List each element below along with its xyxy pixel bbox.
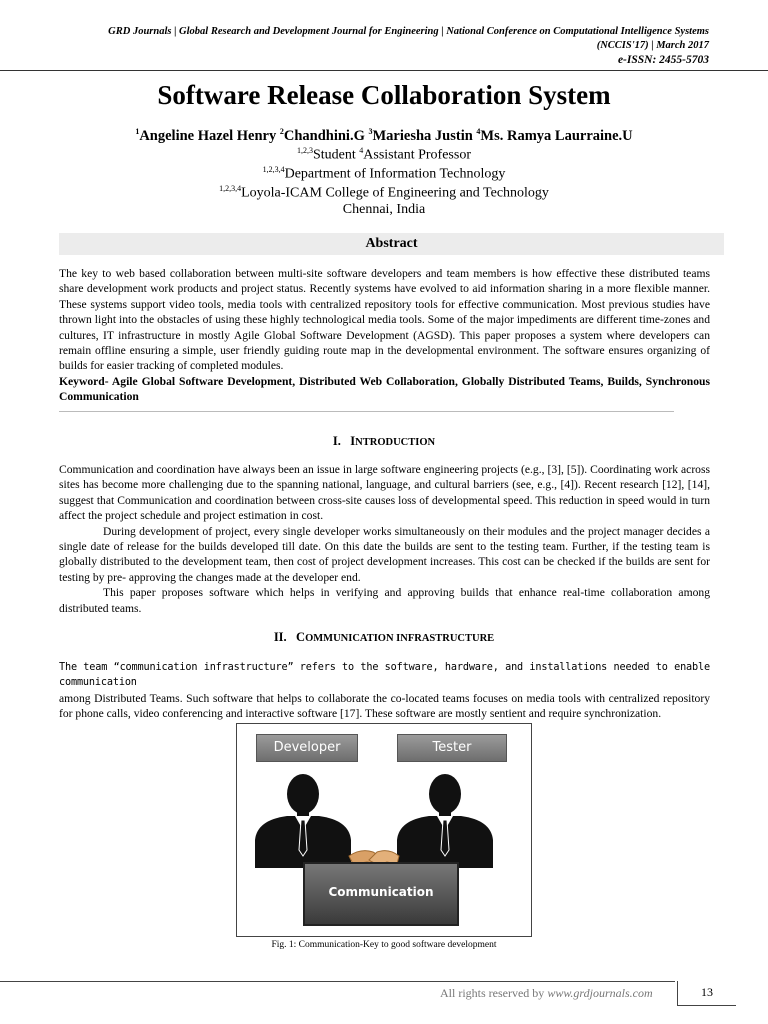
section-title-rest: OMMUNICATION INFRASTRUCTURE [305, 633, 495, 644]
tester-label: Tester [397, 734, 507, 762]
role: Assistant Professor [363, 147, 471, 163]
comm-first-line: The team “communication infrastructure” refers to the software, hardware, and installations needed to enable communication [59, 662, 710, 689]
section-title-initial: I [350, 434, 356, 448]
intro-paragraph-3: This paper proposes software which helps in verifying and approving builds that enhance real-time collaboration among distributed teams. [59, 586, 710, 615]
people-illustration [237, 768, 531, 868]
rights-text: All rights reserved by [440, 986, 548, 1000]
author-name: Ms. Ramya Laurraine.U [480, 127, 633, 144]
author-sup: 1 [135, 127, 140, 136]
dept-name: Department of Information Technology [284, 166, 506, 182]
author-name: Chandhini.G [283, 127, 369, 144]
role: Student [312, 147, 360, 163]
department [0, 165, 768, 183]
abstract-text: The key to web based collaboration between multi-site software developers and team members is how effective these distributed teams share development work products and project status. Recently systems have evolved to aid information sharing in a more flexible manner. These systems support video tools, media tools with centralized repository tools for effective communication. Most previous studies have thrown light into the obstacles of using these highly technological media tools. Some of the major impediments are different time-zones and cultures, IT infrastructure in mostly Agile Global Software Development (AGSD). This paper proposes a system where developers can remain offline ensuring a simple, user friendly guiding route map in the developmental environment. The software ensures organizing of builds for easier tracking of completed modules. [59, 267, 710, 373]
author-sup: 3 [368, 127, 373, 136]
city: Chennai, India [342, 202, 426, 217]
page-number: 13 [677, 981, 736, 1006]
author-sup: 2 [279, 127, 284, 136]
intro-paragraph-1: Communication and coordination have always been an issue in large software engineering projects (e.g., [3], [5]). Coordinating work across sites has become more challenging due to the spanning national, language, and cultural barriers (see, e.g., [4]). Recent research [12], [14], suggest that Communication and coordination between cross-site causes loss of developmental speed. This reduction in speed would in turn affect the project schedule and project estimation in cost. [59, 463, 710, 523]
college [0, 184, 768, 202]
keywords: Keyword- Agile Global Software Development, Distributed Web Collaboration, Globally Distributed Teams, Builds, Synchronous Communication [59, 374, 710, 404]
comm-paragraph: among Distributed Teams. Such software that helps to collaborate the co-located teams focuses on media tools with centralized repository for phone calls, video conferencing and interactive software [17]. These software are mostly sentient and require synchronization. [59, 691, 710, 721]
author-name: Angeline Hazel Henry [139, 127, 280, 144]
figure-caption: Fig. 1: Communication-Key to good software development [271, 940, 497, 950]
section-title-rest: NTRODUCTION [355, 437, 436, 448]
section-heading-communication-infrastructure [0, 630, 768, 645]
header-divider [0, 70, 768, 71]
developer-silhouette-icon [255, 774, 351, 868]
journal-name: GRD Journals | Global Research and Development Journal for Engineering | National Conference on Computational Intelligence Systems [108, 26, 709, 37]
college-name: Loyola-ICAM College of Engineering and Technology [241, 185, 549, 201]
section-number: I. [332, 434, 341, 448]
introduction-body [59, 462, 710, 616]
dept-sup: 1,2,3,4 [262, 165, 285, 174]
author-name: Mariesha Justin [372, 127, 477, 144]
communication-body [59, 660, 710, 722]
author-roles [0, 146, 768, 164]
developer-label: Developer [256, 734, 358, 762]
abstract-heading: Abstract [59, 233, 724, 255]
journal-url[interactable]: www.grdjournals.com [547, 986, 653, 1000]
section-number: II. [273, 630, 287, 644]
figure-communication [236, 723, 532, 937]
footer-rights [440, 986, 653, 1001]
tester-silhouette-icon [397, 774, 493, 868]
section-title-initial: C [296, 630, 306, 644]
author-list [0, 127, 768, 145]
abstract-divider [59, 411, 674, 412]
author-sup: 4 [476, 127, 481, 136]
intro-paragraph-2: During development of project, every single developer works simultaneously on their modules and the project manager decides a single date of release for the builds developed till date. On this date the builds are sent to the testing team. Further, if the testing team is globally distributed to the development team, then cost of project development increases. This cost can be checked if the builds are sent for testing by pre- approving the changes made at the developer end. [59, 524, 710, 584]
footer-divider [0, 981, 675, 982]
paper-title: Software Release Collaboration System [157, 80, 611, 110]
role-sup: 1,2,3 [296, 146, 313, 155]
role-sup: 4 [359, 146, 364, 155]
college-sup: 1,2,3,4 [219, 184, 242, 193]
issn: e-ISSN: 2455-5703 [617, 54, 709, 66]
conference-date: (NCCIS'17) | March 2017 [596, 40, 709, 51]
section-heading-introduction [0, 434, 768, 449]
communication-box: Communication [303, 862, 459, 926]
abstract-body [59, 266, 710, 405]
